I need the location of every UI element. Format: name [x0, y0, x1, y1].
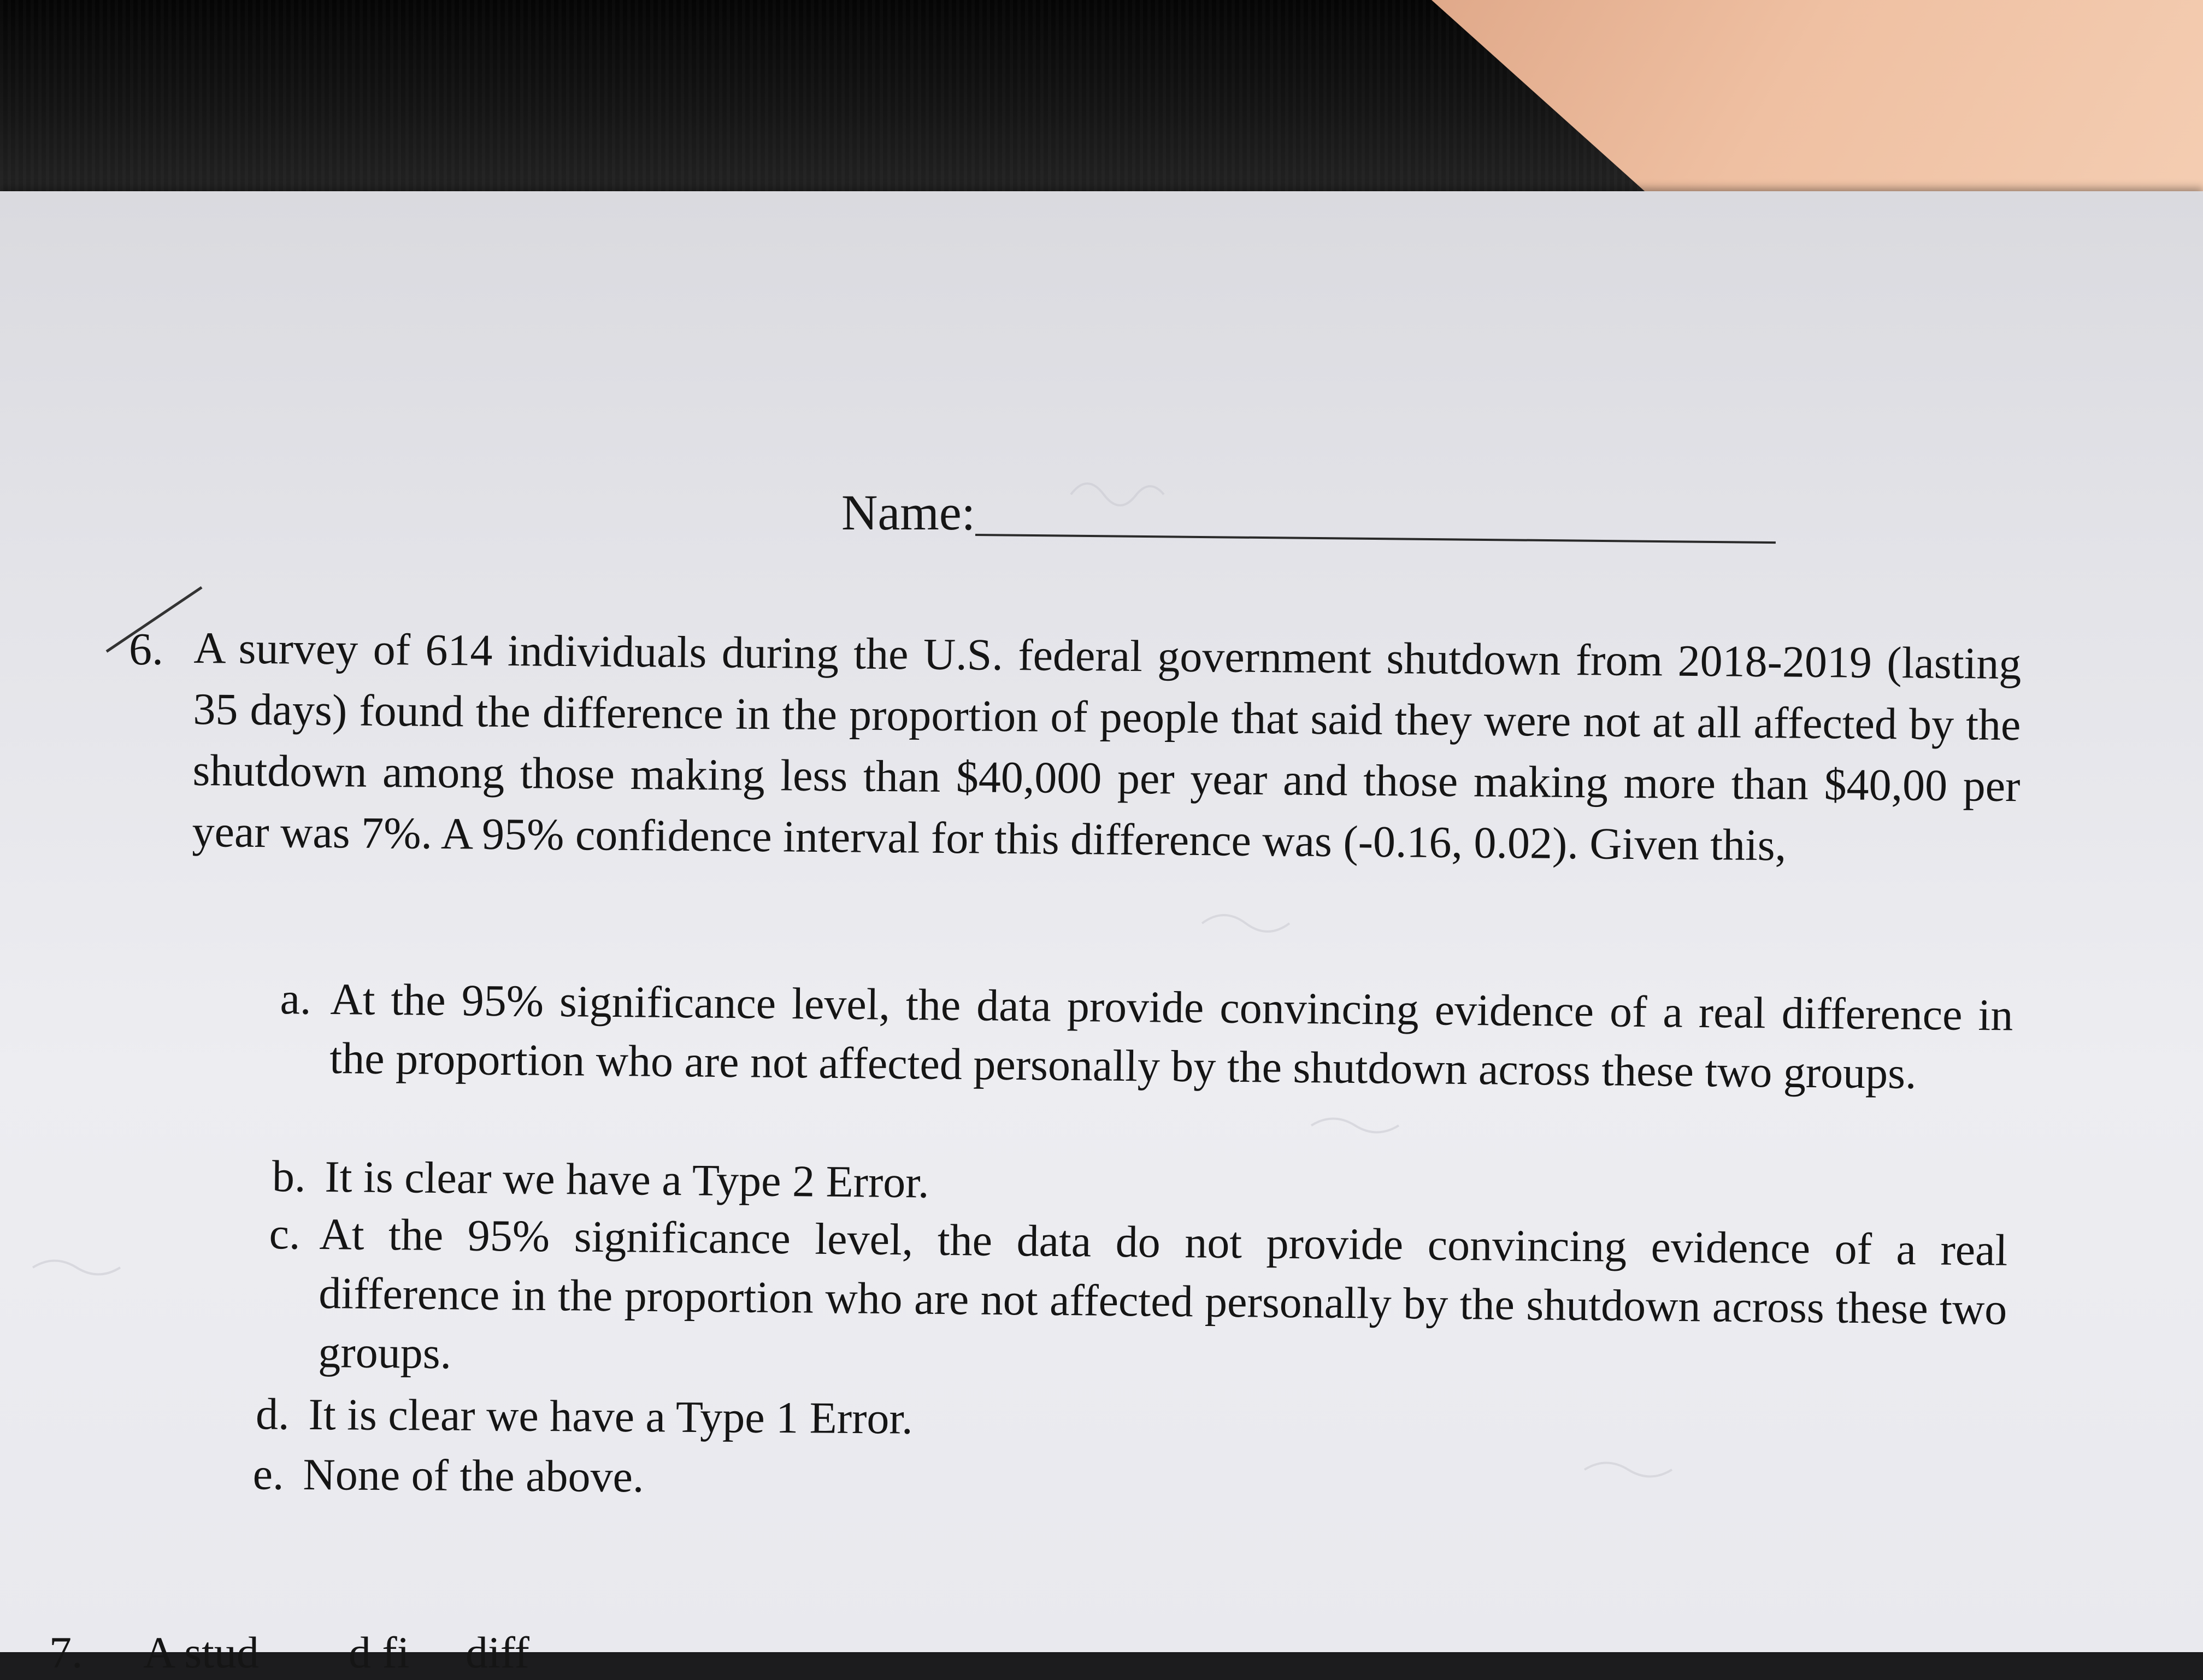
question-number: 6. — [129, 624, 163, 675]
option-text: It is clear we have a Type 2 Error. — [325, 1151, 929, 1207]
option-letter: b. — [272, 1151, 306, 1201]
option-letter: e. — [252, 1449, 284, 1499]
option-text: At the 95% significance level, the data provide convincing evidence of a real difference in the proportion who are not affected personally by the shutdown across these two groups. — [329, 974, 2013, 1098]
option-e[interactable] — [252, 1445, 1986, 1516]
option-letter: c. — [269, 1209, 301, 1259]
option-a[interactable] — [280, 970, 2013, 1104]
question-stem: A survey of 614 individuals during the U.S. federal government shutdown from 2018-2019 (lasting 35 days) found the difference in the proportion of people that said they were not at all affected by the shutdown among those making less than $40,000 per year and those making more than $40,00 per year was 7%. A 95% confidence interval for this difference was (-0.16, 0.02). Given this, — [192, 622, 2022, 870]
option-text: It is clear we have a Type 1 Error. — [308, 1389, 914, 1443]
option-letter: d. — [255, 1389, 290, 1439]
next-question-partial — [49, 1625, 869, 1677]
option-c[interactable] — [269, 1205, 2008, 1398]
option-letter: a. — [280, 974, 311, 1024]
name-label: Name: — [841, 485, 976, 540]
option-d[interactable] — [255, 1385, 1992, 1455]
option-text: None of the above. — [303, 1449, 644, 1502]
next-question-text: A stud d fi diff — [143, 1628, 529, 1677]
option-text: At the 95% significance level, the data do not provide convincing evidence of a real difference in the proportion who are not affected personally by the shutdown across these two groups. — [317, 1209, 2008, 1378]
next-question-number: 7. — [49, 1628, 83, 1677]
